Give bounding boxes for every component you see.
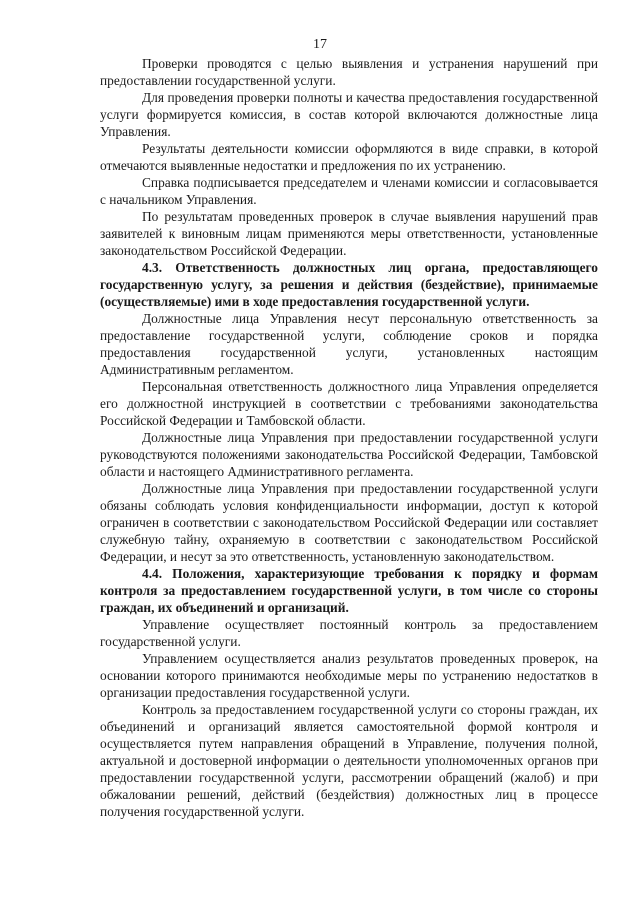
section-heading-4-4: 4.4. Положения, характеризующие требования к порядку и формам контроля за предоставлением государственной услуги, в том числе со стороны граждан, их объединений и организаций. <box>100 566 598 615</box>
paragraph-permanent-control: Управление осуществляет постоянный контроль за предоставлением государственной услуги. <box>100 617 598 649</box>
paragraph-certificate-signing: Справка подписывается председателем и членами комиссии и согласовывается с начальником Управления. <box>100 175 598 207</box>
paragraph-commission-formation: Для проведения проверки полноты и качества предоставления государственной услуги формируется комиссия, в состав которой включаются должностные лица Управления. <box>100 90 598 139</box>
page-number: 17 <box>313 37 327 52</box>
paragraph-job-description: Персональная ответственность должностного лица Управления определяется его должностной инструкцией в соответствии с требованиями законодательства Российской Федерации и Тамбовской области. <box>100 379 598 428</box>
paragraph-inspection-analysis: Управлением осуществляется анализ результатов проведенных проверок, на основании которого принимаются необходимые меры по устранению недостатков в организации предоставления государственной услуги. <box>100 651 598 700</box>
paragraph-commission-results: Результаты деятельности комиссии оформляются в виде справки, в которой отмечаются выявленные недостатки и предложения по их устранению. <box>100 141 598 173</box>
paragraph-violations-liability: По результатам проведенных проверок в случае выявления нарушений прав заявителей к виновным лицам применяются меры ответственности, установленные законодательством Российской Федерации. <box>100 209 598 258</box>
paragraph-personal-responsibility: Должностные лица Управления несут персональную ответственность за предоставление государственной услуги, соблюдение сроков и порядка предоставления государственной услуги, установленных настоящим Административным регламентом. <box>100 311 598 377</box>
paragraph-public-control: Контроль за предоставлением государственной услуги со стороны граждан, их объединений и организаций является самостоятельной формой контроля и осуществляется путем направления обращений в Управление, получения полной, актуальной и достоверной информации о деятельности уполномоченных органов при предоставлении государственной услуги, рассмотрении обращений (жалоб) и при обжаловании решений, действий (бездействия) должностных лиц в процессе получения государственной услуги. <box>100 702 598 819</box>
paragraph-confidentiality: Должностные лица Управления при предоставлении государственной услуги обязаны соблюдать условия конфиденциальности информации, доступ к которой ограничен в соответствии с законодательством Российской Федерации или составляет служебную тайну, охраняемую в соответствии с законодательством Российской Федерации, и несут за это ответственность, установленную законодательством. <box>100 481 598 564</box>
document-body <box>100 55 598 820</box>
paragraph-inspections-purpose: Проверки проводятся с целью выявления и устранения нарушений при предоставлении государственной услуги. <box>100 56 598 88</box>
paragraph-legislation-guidance: Должностные лица Управления при предоставлении государственной услуги руководствуются положениями законодательства Российской Федерации, Тамбовской области и настоящего Административного регламента. <box>100 430 598 479</box>
section-heading-4-3: 4.3. Ответственность должностных лиц органа, предоставляющего государственную услугу, за решения и действия (бездействие), принимаемые (осуществляемые) ими в ходе предоставления государственной услуги. <box>100 260 598 309</box>
